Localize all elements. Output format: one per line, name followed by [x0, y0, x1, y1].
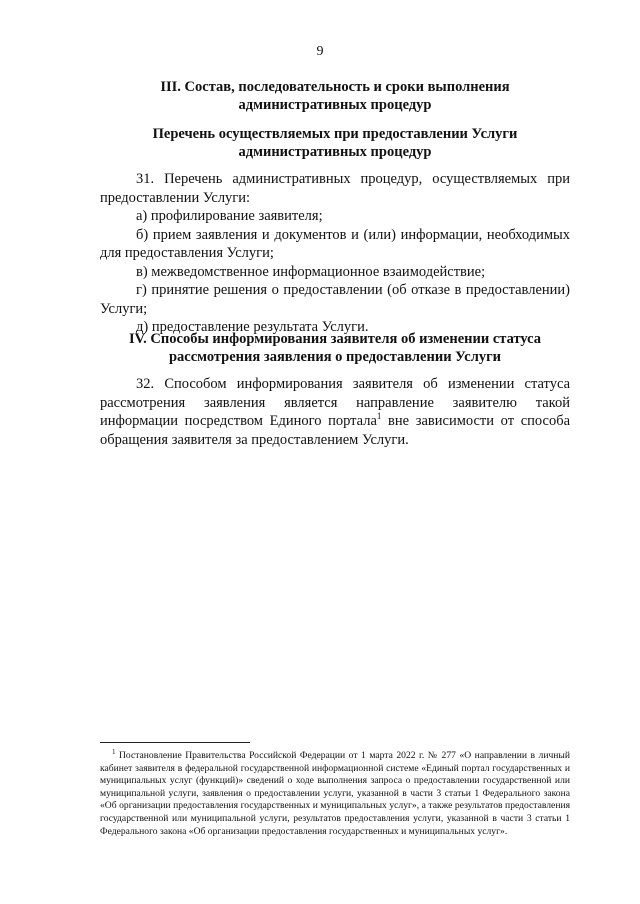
section-3-subheading-line-1: Перечень осуществляемых при предоставлении Услуги — [152, 126, 518, 142]
footnote-separator — [100, 742, 250, 743]
page-number: 9 — [316, 44, 324, 59]
paragraph-32-text-end: вне зависимости от способа обращения заявителя за предоставлением Услуги. — [100, 413, 571, 448]
paragraph-32-text: 32. Способом информирования заявителя об изменении статуса рассмотрения заявления является направление заявителю такой информации посредством Единого портала — [100, 376, 570, 429]
section-3-subheading — [100, 125, 570, 161]
section-3-heading-line-2: административных процедур — [238, 97, 432, 113]
paragraph-31-intro: 31. Перечень административных процедур, осуществляемых при предоставлении Услуги: — [100, 171, 570, 206]
list-item: г) принятие решения о предоставлении (об отказе в предоставлении) Услуги; — [100, 282, 570, 317]
footnote-text: Постановление Правительства Российской Федерации от 1 марта 2022 г. № 277 «О направлении в личный кабинет заявителя в федеральной государственной информационной системе «Единый портал государственных и муниципальных услуг (функций)» сведений о ходе выполнения запроса о предоставлении государственной или муниципальной услуги, заявления о предоставлении услуги, указанной в части 3 статьи 1 Федерального закона «Об организации предоставления государственных и муниципальных услуг», а также результатов предоставления государственной или муниципальной услуги, результатов предоставления услуги, указанной в части 3 статьи 1 Федерального закона «Об организации предоставления государственных и муниципальных услуг». — [100, 750, 570, 837]
section-3-heading-line-1: III. Состав, последовательность и сроки выполнения — [160, 79, 510, 95]
list-item: д) предоставление результата Услуги. — [136, 319, 369, 335]
section-4-heading-line-2: рассмотрения заявления о предоставлении Услуги — [168, 349, 502, 365]
section-4-heading — [100, 330, 570, 366]
section-4-heading-line-1: IV. Способы информирования заявителя об изменении статуса — [128, 331, 542, 347]
paragraph-32 — [100, 375, 570, 449]
list-item: б) прием заявления и документов и (или) информации, необходимых для предоставления Услуги; — [100, 226, 570, 261]
list-item: а) профилирование заявителя; — [136, 208, 323, 224]
section-4-body — [100, 375, 570, 449]
section-3-subheading-line-2: административных процедур — [238, 144, 432, 160]
footnote — [100, 747, 570, 838]
section-3-heading — [100, 78, 570, 114]
section-3-body — [100, 170, 570, 337]
list-item: в) межведомственное информационное взаимодействие; — [136, 263, 486, 280]
footnote-marker: 1 — [112, 747, 116, 756]
footnote-ref: 1 — [376, 411, 382, 422]
